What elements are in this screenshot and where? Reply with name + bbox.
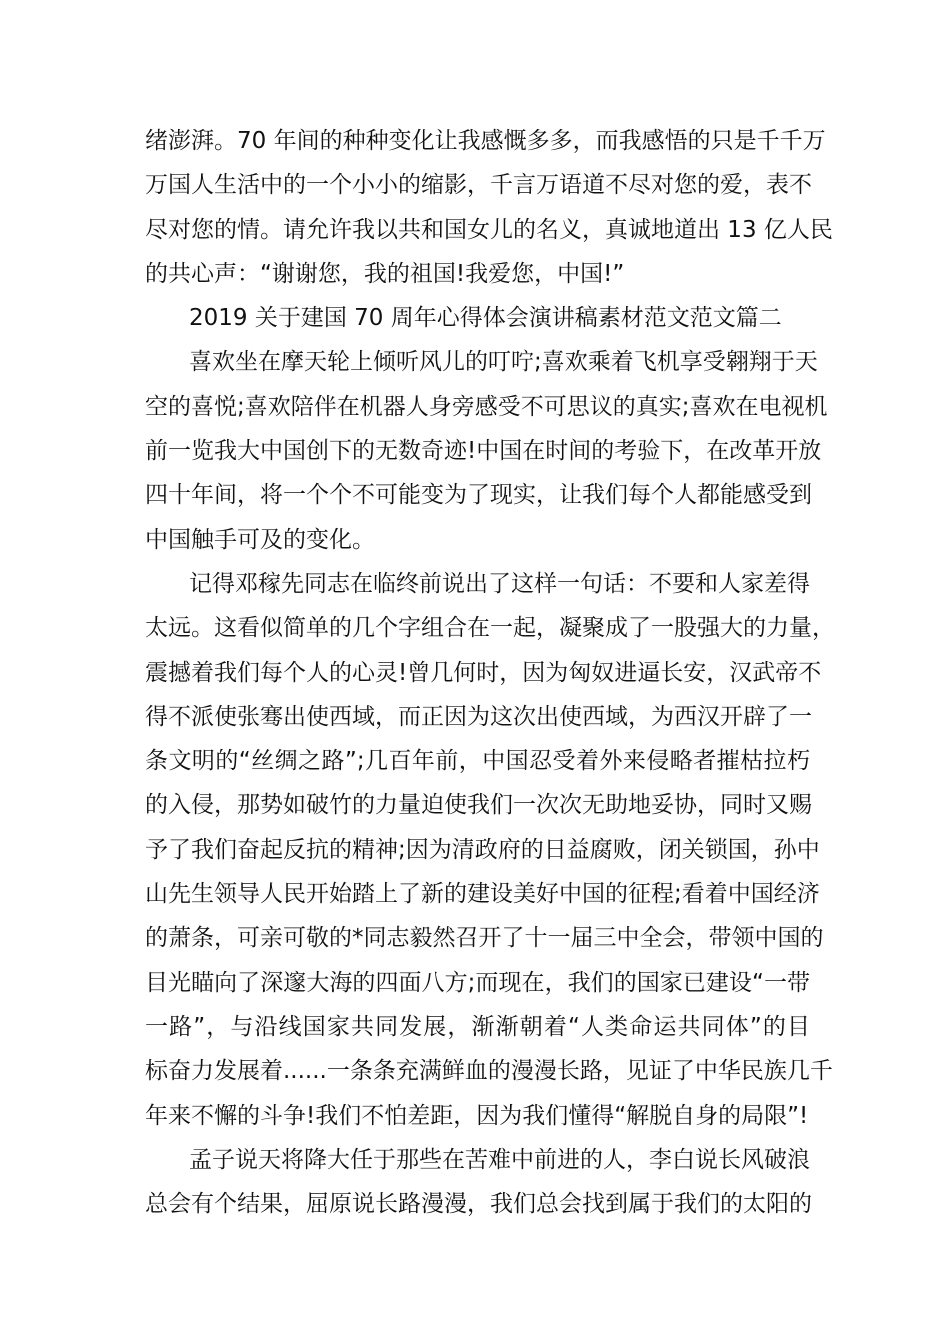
text-line: 予了我们奋起反抗的精神;因为清政府的日益腐败，闭关锁国，孙中: [145, 836, 820, 863]
text-line: 四十年间，将一个个不可能变为了现实，让我们每个人都能感受到: [145, 482, 812, 509]
text-line: 的入侵，那势如破竹的力量迫使我们一次次无助地妥协，同时又赐: [145, 792, 812, 819]
document-body: [145, 119, 835, 1226]
text-line: 山先生领导人民开始踏上了新的建设美好中国的征程;看着中国经济: [145, 881, 820, 908]
text-line: 尽对您的情。请允许我以共和国女儿的名义，真诚地道出 13 亿人民: [145, 216, 833, 243]
text-line: 总会有个结果，屈原说长路漫漫，我们总会找到属于我们的太阳的: [145, 1191, 812, 1218]
text-line: 一路”，与沿线国家共同发展，渐渐朝着“人类命运共同体”的目: [145, 1013, 810, 1040]
text-line: 目光瞄向了深邃大海的四面八方;而现在，我们的国家已建设“一带: [145, 969, 810, 996]
section-heading: 2019 关于建国 70 周年心得体会演讲稿素材范文范文篇二: [189, 305, 782, 332]
text-line: 空的喜悦;喜欢陪伴在机器人身旁感受不可思议的真实;喜欢在电视机: [145, 393, 828, 420]
text-line: 孟子说天将降大任于那些在苦难中前进的人，李白说长风破浪: [189, 1146, 810, 1173]
text-line: 太远。这看似简单的几个字组合在一起，凝聚成了一股强大的力量，: [145, 615, 835, 642]
text-line: 标奋力发展着......一条条充满鲜血的漫漫长路，见证了中华民族几千: [145, 1058, 833, 1085]
text-line: 震撼着我们每个人的心灵!曾几何时，因为匈奴进逼长安，汉武帝不: [145, 659, 822, 686]
text-line: 年来不懈的斗争!我们不怕差距，因为我们懂得“解脱自身的局限”!: [145, 1102, 809, 1129]
text-line: 前一览我大中国创下的无数奇迹!中国在时间的考验下，在改革开放: [145, 438, 822, 465]
text-line: 万国人生活中的一个小小的缩影，千言万语道不尽对您的爱，表不: [145, 172, 812, 199]
text-line: 中国触手可及的变化。: [145, 526, 375, 553]
text-line: 的共心声：“谢谢您，我的祖国!我爱您，中国!”: [145, 260, 625, 287]
text-line: 喜欢坐在摩天轮上倾听风儿的叮咛;喜欢乘着飞机享受翱翔于天: [189, 349, 818, 376]
text-line: 记得邓稼先同志在临终前说出了这样一句话：不要和人家差得: [189, 570, 810, 597]
text-line: 的萧条，可亲可敬的*同志毅然召开了十一届三中全会，带领中国的: [145, 925, 824, 952]
text-line: 条文明的“丝绸之路”;几百年前，中国忍受着外来侵略者摧枯拉朽: [145, 748, 810, 775]
text-line: 绪澎湃。70 年间的种种变化让我感慨多多，而我感悟的只是千千万: [145, 128, 826, 154]
text-line: 得不派使张骞出使西域，而正因为这次出使西域，为西汉开辟了一: [145, 703, 812, 730]
